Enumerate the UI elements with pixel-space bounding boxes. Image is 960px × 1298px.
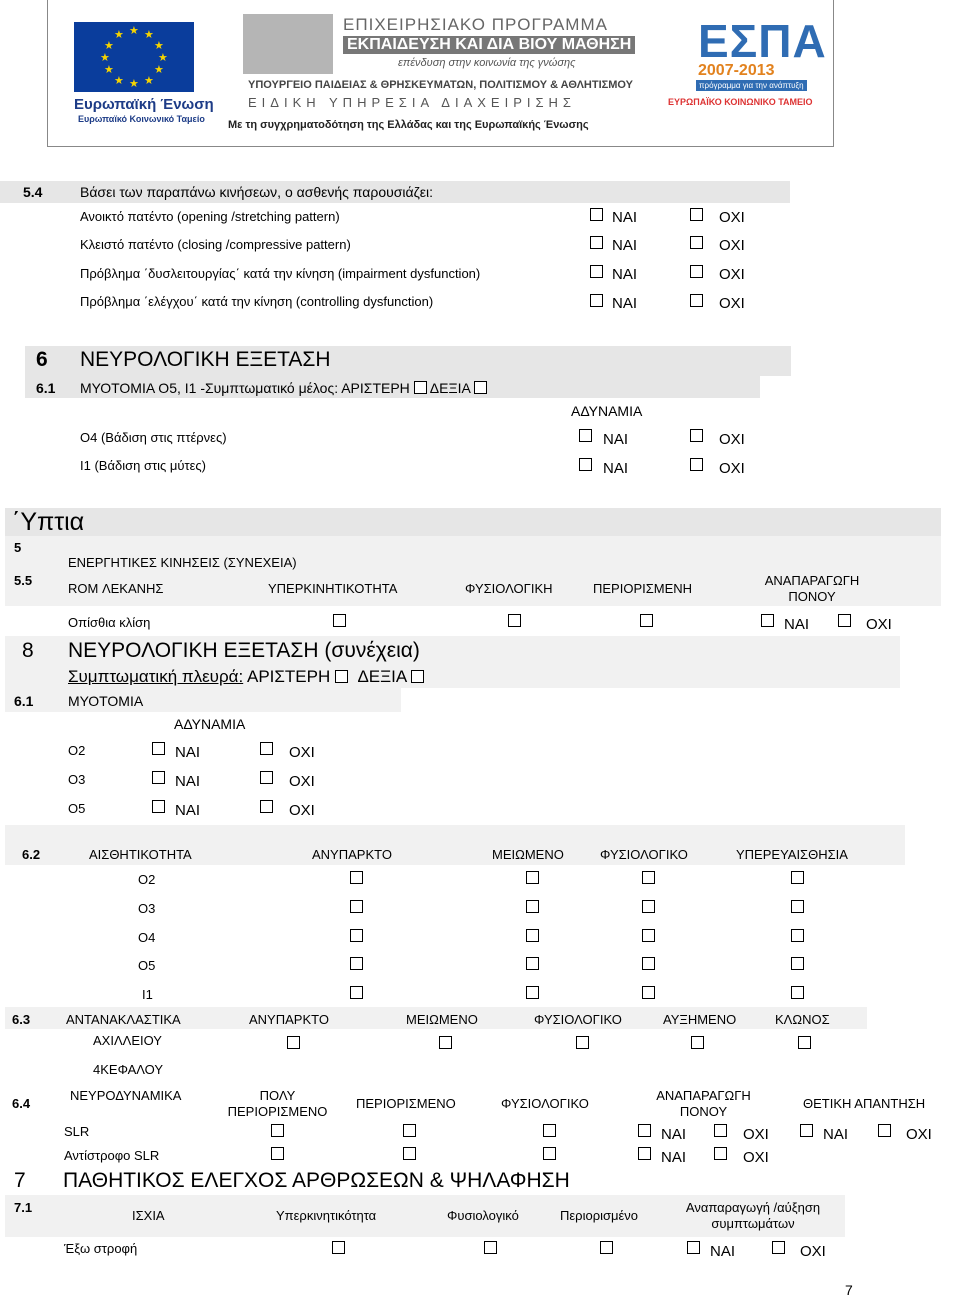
reduced-checkbox[interactable]	[526, 900, 539, 913]
no-label: ΟΧΙ	[866, 616, 892, 633]
section-number: 7	[14, 1169, 26, 1192]
yes-label: ΝΑΙ	[175, 744, 201, 761]
yes-label: ΝΑΙ	[710, 1243, 736, 1260]
no-checkbox[interactable]	[690, 429, 703, 442]
yes-label: ΝΑΙ	[612, 266, 638, 283]
yes-checkbox[interactable]	[152, 800, 165, 813]
column-header: ΑΝΑΠΑΡΑΓΩΓΗ ΠΟΝΟΥ	[764, 573, 860, 604]
reduced-checkbox[interactable]	[439, 1036, 452, 1049]
yes-checkbox[interactable]	[152, 771, 165, 784]
right-side-checkbox[interactable]	[411, 670, 424, 683]
restricted-checkbox[interactable]	[403, 1124, 416, 1137]
yes-label: ΝΑΙ	[784, 616, 810, 633]
no-label: ΟΧΙ	[719, 460, 745, 477]
no-checkbox[interactable]	[690, 208, 703, 221]
column-header: ΦΥΣΙΟΛΟΓΙΚΟ	[534, 1012, 622, 1027]
yes-label: ΝΑΙ	[612, 295, 638, 312]
left-side-checkbox[interactable]	[414, 381, 427, 394]
no-checkbox[interactable]	[714, 1147, 727, 1160]
column-header: ΙΣΧΙΑ	[132, 1208, 165, 1223]
column-header: ΑΙΣΘΗΤΙΚΟΤΗΤΑ	[89, 847, 192, 862]
very-restricted-checkbox[interactable]	[271, 1147, 284, 1160]
no-label: ΟΧΙ	[906, 1126, 932, 1143]
espa-subtitle: πρόγραμμα για την ανάπτυξη	[696, 80, 807, 91]
yes-checkbox[interactable]	[761, 614, 774, 627]
row-label: Έξω στροφή	[64, 1241, 138, 1256]
dermatome-item: Ο5	[138, 958, 156, 973]
symptomatic-side-label: Συμπτωματική πλευρά:	[68, 667, 244, 686]
myotome-item: Ο5	[68, 801, 86, 816]
yes-checkbox[interactable]	[638, 1147, 651, 1160]
absent-checkbox[interactable]	[350, 871, 363, 884]
absent-checkbox[interactable]	[350, 957, 363, 970]
yes-label: ΝΑΙ	[175, 773, 201, 790]
weakness-header: ΑΔΥΝΑΜΙΑ	[571, 403, 643, 419]
column-header: ΠΟΛΥ ΠΕΡΙΟΡΙΣΜΕΝΟ	[227, 1088, 328, 1119]
normal-checkbox[interactable]	[642, 986, 655, 999]
column-header: ROM ΛΕΚΑΝΗΣ	[68, 581, 164, 596]
column-header: ΜΕΙΩΜΕΝΟ	[406, 1012, 478, 1027]
eu-title: Ευρωπαϊκή Ένωση	[74, 96, 214, 113]
section-number: 6.3	[12, 1012, 31, 1027]
column-header: Φυσιολογικό	[447, 1208, 519, 1223]
dermatome-item: Ο2	[138, 872, 156, 887]
clonus-checkbox[interactable]	[798, 1036, 811, 1049]
hyperesthesia-checkbox[interactable]	[791, 986, 804, 999]
yes-label: ΝΑΙ	[661, 1126, 687, 1143]
section-number: 5	[14, 540, 22, 555]
no-checkbox[interactable]	[690, 294, 703, 307]
reduced-checkbox[interactable]	[526, 929, 539, 942]
normal-checkbox[interactable]	[642, 929, 655, 942]
no-checkbox[interactable]	[690, 236, 703, 249]
cofinance-text: Με τη συγχρηματοδότηση της Ελλάδας και της Ευρωπαϊκής Ένωσης	[228, 119, 589, 131]
column-header: ΑΝΑΠΑΡΑΓΩΓΗ ΠΟΝΟΥ	[656, 1088, 751, 1119]
header-banner	[47, 0, 834, 147]
column-header: Υπερκινητικότητα	[276, 1208, 377, 1223]
section-heading: ΕΝΕΡΓΗΤΙΚΕΣ ΚΙΝΗΣΕΙΣ (ΣΥΝΕΧΕΙΑ)	[68, 555, 297, 570]
yes-checkbox[interactable]	[579, 429, 592, 442]
no-label: ΟΧΙ	[743, 1149, 769, 1166]
normal-checkbox[interactable]	[642, 871, 655, 884]
myotome-item: Ι1 (Βάδιση στις μύτες)	[80, 458, 207, 473]
column-header: ΥΠΕΡΕΥΑΙΣΘΗΣΙΑ	[736, 847, 848, 862]
no-checkbox[interactable]	[260, 800, 273, 813]
subsection-number: 6.1	[36, 380, 56, 396]
no-label: ΟΧΙ	[719, 237, 745, 254]
program-logo-icon	[243, 14, 333, 74]
dermatome-item: Ο4	[138, 930, 156, 945]
section-number: 6	[36, 348, 48, 371]
pattern-item: Πρόβλημα ΄δυσλειτουργίας΄ κατά την κίνηση (impairment dysfunction)	[80, 266, 481, 281]
normal-checkbox[interactable]	[543, 1147, 556, 1160]
hyperesthesia-checkbox[interactable]	[791, 900, 804, 913]
eu-subtitle: Ευρωπαϊκό Κοινωνικό Ταμείο	[78, 114, 205, 124]
myotome-item: Ο2	[68, 743, 86, 758]
program-slogan: επένδυση στην κοινωνία της γνώσης	[398, 57, 576, 69]
program-line1: ΕΠΙΧΕΙΡΗΣΙΑΚΟ ΠΡΟΓΡΑΜΜΑ	[343, 15, 608, 34]
column-header: ΝΕΥΡΟΔΥΝΑΜΙΚΑ	[70, 1088, 182, 1103]
restricted-checkbox[interactable]	[640, 614, 653, 627]
section-number: 8	[22, 639, 34, 662]
column-header: ΜΕΙΩΜΕΝΟ	[492, 847, 564, 862]
absent-checkbox[interactable]	[350, 929, 363, 942]
hyperesthesia-checkbox[interactable]	[791, 957, 804, 970]
column-header: ΑΝΥΠΑΡΚΤΟ	[249, 1012, 329, 1027]
no-label: ΟΧΙ	[719, 295, 745, 312]
physiological-checkbox[interactable]	[508, 614, 521, 627]
section-number: 6.2	[22, 847, 41, 862]
yes-label: ΝΑΙ	[612, 237, 638, 254]
neurodynamic-item: Αντίστροφο SLR	[64, 1148, 160, 1163]
column-header: ΚΛΩΝΟΣ	[775, 1012, 830, 1027]
yes-label: ΝΑΙ	[823, 1126, 849, 1143]
column-header: ΠΕΡΙΟΡΙΣΜΕΝΟ	[356, 1096, 456, 1111]
section-title: ΝΕΥΡΟΛΟΓΙΚΗ ΕΞΕΤΑΣΗ (συνέχεια)	[68, 639, 420, 662]
no-checkbox[interactable]	[690, 265, 703, 278]
ministry-name: ΥΠΟΥΡΓΕΙΟ ΠΑΙΔΕΙΑΣ & ΘΡΗΣΚΕΥΜΑΤΩΝ, ΠΟΛΙΤΙΣΜΟΥ & ΑΘΛΗΤΙΣΜΟΥ	[248, 79, 633, 91]
page-number: 7	[845, 1282, 853, 1298]
dermatome-item: Ο3	[138, 901, 156, 916]
normal-checkbox[interactable]	[642, 900, 655, 913]
hyperesthesia-checkbox[interactable]	[791, 929, 804, 942]
restricted-checkbox[interactable]	[600, 1241, 613, 1254]
eu-flag-icon: ★ ★ ★ ★ ★ ★ ★ ★ ★ ★ ★ ★	[74, 22, 194, 92]
no-checkbox[interactable]	[714, 1124, 727, 1137]
column-header: Αναπαραγωγή /αύξηση συμπτωμάτων	[685, 1200, 821, 1231]
left-side-label: ΑΡΙΣΤΕΡΗ	[247, 667, 331, 686]
myotome-item: Ο3	[68, 772, 86, 787]
espa-fund: ΕΥΡΩΠΑΪΚΟ ΚΟΙΝΩΝΙΚΟ ΤΑΜΕΙΟ	[668, 97, 813, 107]
left-side-checkbox[interactable]	[335, 670, 348, 683]
yes-checkbox[interactable]	[579, 458, 592, 471]
yes-checkbox[interactable]	[590, 236, 603, 249]
subsection-title-line	[80, 380, 487, 396]
yes-label: ΝΑΙ	[603, 460, 629, 477]
yes-label: ΝΑΙ	[175, 802, 201, 819]
very-restricted-checkbox[interactable]	[271, 1124, 284, 1137]
symptomatic-side-line	[68, 667, 424, 687]
hyperesthesia-checkbox[interactable]	[791, 871, 804, 884]
supine-title: ΄Υπτια	[12, 508, 85, 536]
reflex-item: ΑΧΙΛΛΕΙΟΥ	[93, 1033, 162, 1048]
espa-years: 2007-2013	[698, 62, 775, 79]
increased-checkbox[interactable]	[691, 1036, 704, 1049]
program-line2: ΕΚΠΑΙΔΕΥΣΗ ΚΑΙ ΔΙΑ ΒΙΟΥ ΜΑΘΗΣΗ	[343, 36, 635, 54]
hypermobility-checkbox[interactable]	[332, 1241, 345, 1254]
physiological-checkbox[interactable]	[484, 1241, 497, 1254]
no-label: ΟΧΙ	[289, 744, 315, 761]
right-side-label: ΔΕΞΙΑ	[429, 380, 471, 396]
column-header: ΦΥΣΙΟΛΟΓΙΚΟ	[501, 1096, 589, 1111]
no-checkbox[interactable]	[260, 771, 273, 784]
column-header: ΑΝΥΠΑΡΚΤΟ	[312, 847, 392, 862]
reflex-item: 4ΚΕΦΑΛΟΥ	[93, 1062, 164, 1077]
yes-checkbox[interactable]	[590, 265, 603, 278]
yes-checkbox[interactable]	[687, 1241, 700, 1254]
row-label: Οπίσθια κλίση	[68, 615, 151, 630]
no-label: ΟΧΙ	[719, 209, 745, 226]
myotome-item: Ο4 (Βάδιση στις πτέρνες)	[80, 430, 227, 445]
yes-checkbox[interactable]	[800, 1124, 813, 1137]
right-side-label: ΔΕΞΙΑ	[357, 667, 407, 686]
subsection-title: ΜΥΟΤΟΜΙΑ Ο5, Ι1 -Συμπτωματικό μέλος: ΑΡΙΣΤΕΡΗ	[80, 380, 410, 396]
no-checkbox[interactable]	[260, 742, 273, 755]
column-header: ΘΕΤΙΚΗ ΑΠΑΝΤΗΣΗ	[803, 1096, 926, 1111]
pattern-item: Πρόβλημα ΄ελέγχου΄ κατά την κίνηση (controlling dysfunction)	[80, 294, 434, 309]
pattern-item: Κλειστό πατέντο (closing /compressive pattern)	[80, 237, 351, 252]
absent-checkbox[interactable]	[350, 986, 363, 999]
section-title: ΠΑΘΗΤΙΚΟΣ ΕΛΕΓΧΟΣ ΑΡΘΡΩΣΕΩΝ & ΨΗΛΑΦΗΣΗ	[63, 1169, 570, 1192]
section-title: ΝΕΥΡΟΛΟΓΙΚΗ ΕΞΕΤΑΣΗ	[80, 348, 331, 371]
no-label: ΟΧΙ	[800, 1243, 826, 1260]
no-label: ΟΧΙ	[289, 802, 315, 819]
normal-checkbox[interactable]	[543, 1124, 556, 1137]
yes-checkbox[interactable]	[590, 294, 603, 307]
section-8-1-bar	[5, 688, 401, 712]
pattern-item: Ανοικτό πατέντο (opening /stretching pattern)	[80, 209, 340, 224]
dermatome-item: Ι1	[142, 987, 153, 1002]
yes-checkbox[interactable]	[638, 1124, 651, 1137]
column-header: ΠΕΡΙΟΡΙΣΜΕΝΗ	[593, 581, 693, 596]
no-checkbox[interactable]	[690, 458, 703, 471]
column-header: ΦΥΣΙΟΛΟΓΙΚΟ	[600, 847, 688, 862]
section-title: Βάσει των παραπάνω κινήσεων, ο ασθενής παρουσιάζει:	[80, 184, 434, 200]
restricted-checkbox[interactable]	[403, 1147, 416, 1160]
hypermobility-checkbox[interactable]	[333, 614, 346, 627]
yes-label: ΝΑΙ	[612, 209, 638, 226]
subsection-number: 6.1	[14, 693, 34, 709]
yes-label: ΝΑΙ	[603, 431, 629, 448]
section-number: 6.4	[12, 1096, 31, 1111]
reduced-checkbox[interactable]	[526, 957, 539, 970]
no-checkbox[interactable]	[838, 614, 851, 627]
no-label: ΟΧΙ	[719, 431, 745, 448]
reduced-checkbox[interactable]	[526, 871, 539, 884]
section-number: 5.4	[23, 184, 43, 200]
espa-logo: ΕΣΠΑ	[698, 15, 827, 67]
section-number: 5.5	[14, 573, 33, 588]
weakness-header: ΑΔΥΝΑΜΙΑ	[174, 716, 246, 732]
service-name: ΕΙΔΙΚΗ ΥΠΗΡΕΣΙΑ ΔΙΑΧΕΙΡΙΣΗΣ	[248, 95, 576, 110]
column-header: ΦΥΣΙΟΛΟΓΙΚΗ	[465, 581, 553, 596]
column-header: ΥΠΕΡΚΙΝΗΤΙΚΟΤΗΤΑ	[268, 581, 398, 596]
no-checkbox[interactable]	[878, 1124, 891, 1137]
subsection-title: ΜΥΟΤΟΜΙΑ	[68, 693, 144, 709]
no-label: ΟΧΙ	[743, 1126, 769, 1143]
normal-checkbox[interactable]	[576, 1036, 589, 1049]
no-checkbox[interactable]	[772, 1241, 785, 1254]
subsection-number: 7.1	[14, 1200, 33, 1215]
column-header: ΑΝΤΑΝΑΚΛΑΣΤΙΚΑ	[66, 1012, 181, 1027]
yes-label: ΝΑΙ	[661, 1149, 687, 1166]
no-label: ΟΧΙ	[289, 773, 315, 790]
yes-checkbox[interactable]	[590, 208, 603, 221]
absent-checkbox[interactable]	[287, 1036, 300, 1049]
yes-checkbox[interactable]	[152, 742, 165, 755]
no-label: ΟΧΙ	[719, 266, 745, 283]
absent-checkbox[interactable]	[350, 900, 363, 913]
normal-checkbox[interactable]	[642, 957, 655, 970]
column-header: ΑΥΞΗΜΕΝΟ	[663, 1012, 737, 1027]
right-side-checkbox[interactable]	[474, 381, 487, 394]
reduced-checkbox[interactable]	[526, 986, 539, 999]
supine-bar	[5, 508, 941, 536]
column-header: Περιορισμένο	[560, 1208, 639, 1223]
neurodynamic-item: SLR	[64, 1124, 90, 1139]
